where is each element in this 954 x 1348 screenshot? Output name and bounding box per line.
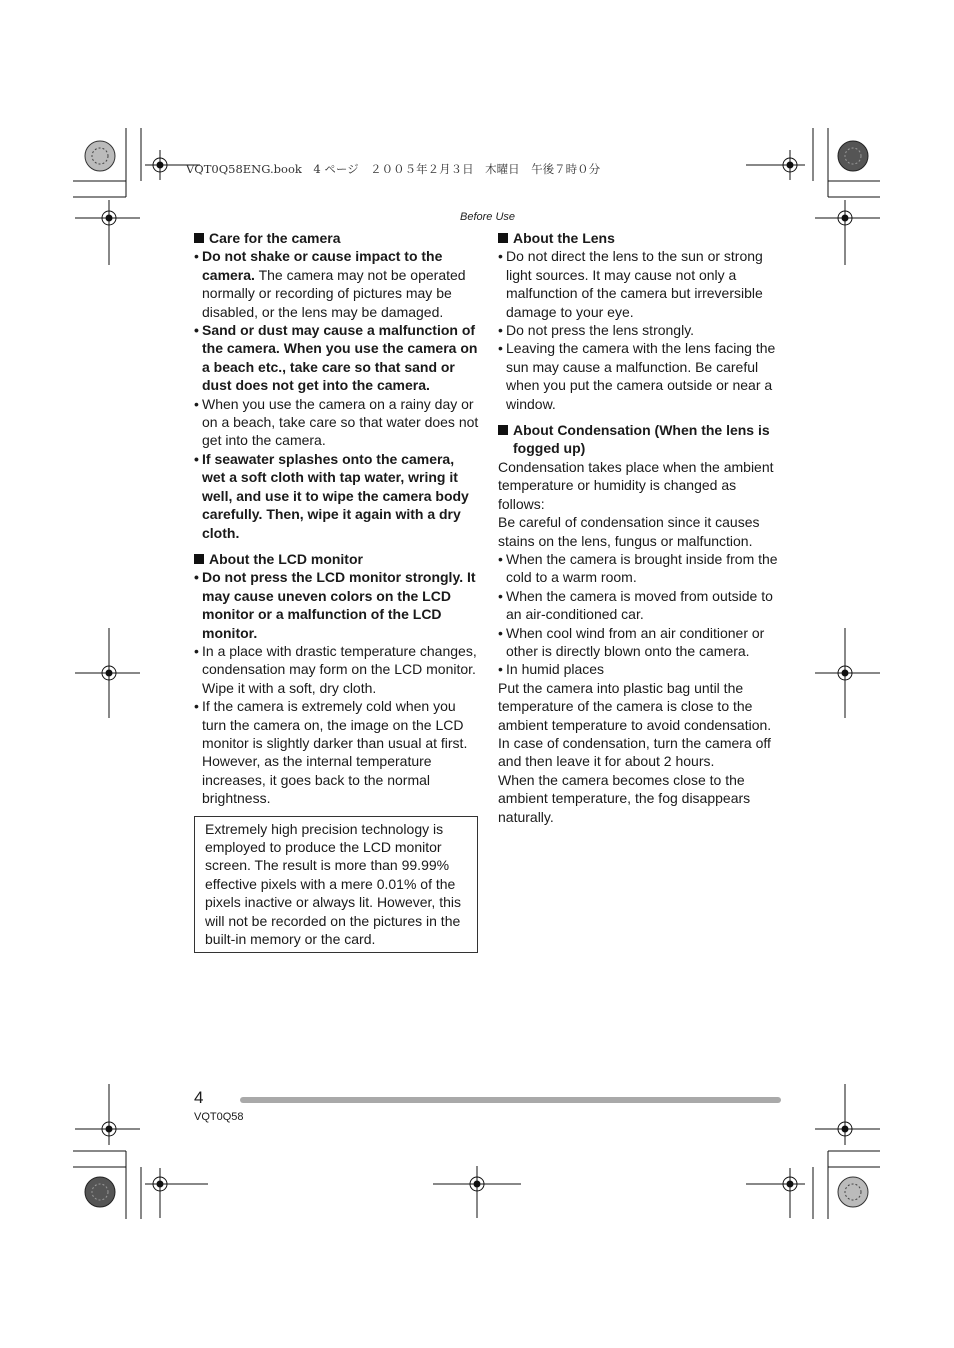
- list-item: • When the camera is brought inside from the cold to a warm room.: [498, 550, 780, 587]
- condensation-list: [498, 550, 780, 679]
- list-item: • If seawater splashes onto the camera, wet a soft cloth with tap water, wring it well, and use it to wipe the camera body carefully. Then, wipe it again with a dry cloth.: [194, 450, 479, 542]
- care-list: [194, 247, 479, 542]
- condensation-intro: Condensation takes place when the ambient temperature or humidity is changed as follows:: [498, 458, 774, 512]
- section-title-lens: About the Lens: [498, 229, 780, 247]
- right-column: [498, 229, 780, 826]
- list-item: • Do not shake or cause impact to the camera. The camera may not be operated normally or recording of pictures may be disabled, or the lens may be damaged.: [194, 247, 479, 321]
- section-title-condensation: About Condensation (When the lens is fogged up): [498, 421, 780, 458]
- list-item: • Sand or dust may cause a malfunction of the camera. When you use the camera on a beach etc., take care so that sand or dust does not get into the camera.: [194, 321, 479, 395]
- running-head: Before Use: [460, 211, 516, 223]
- list-item: • When cool wind from an air conditioner or other is directly blown onto the camera.: [498, 624, 780, 661]
- model-code: VQT0Q58: [194, 1111, 244, 1123]
- print-header: VQT0Q58ENG.book 4 ページ ２００５年２月３日 木曜日 午後７時０分: [186, 162, 601, 176]
- list-item: • Leaving the camera with the lens facing the sun may cause a malfunction. Be careful when you put the camera outside or near a window.: [498, 339, 780, 413]
- lcd-list: [194, 568, 479, 807]
- section-title-care: Care for the camera: [194, 229, 479, 247]
- left-column: [194, 229, 479, 953]
- lens-list: [498, 247, 780, 413]
- condensation-caution: Be careful of condensation since it causes stains on the lens, fungus or malfunction.: [498, 514, 760, 549]
- square-bullet-icon: [194, 233, 204, 243]
- condensation-result: When the camera becomes close to the ambient temperature, the fog disappears naturally.: [498, 771, 751, 825]
- list-item: • When you use the camera on a rainy day or on a beach, take care so that water does not get into the camera.: [194, 395, 479, 450]
- footer-rule: [240, 1097, 781, 1103]
- list-item: • When the camera is moved from outside to an air-conditioned car.: [498, 587, 780, 624]
- list-item: • Do not press the LCD monitor strongly. It may cause uneven colors on the LCD monitor or a malfunction of the LCD monitor.: [194, 568, 479, 642]
- square-bullet-icon: [498, 233, 508, 243]
- list-item: • Do not press the lens strongly.: [498, 321, 780, 339]
- list-item: • In a place with drastic temperature changes, condensation may form on the LCD monitor. Wipe it with a soft, dry cloth.: [194, 642, 479, 697]
- list-item: • If the camera is extremely cold when you turn the camera on, the image on the LCD monitor is slightly darker than usual at first. However, as the internal temperature increases, it goes back to the normal brightness.: [194, 697, 479, 807]
- lcd-notice-box: Extremely high precision technology is employed to produce the LCD monitor screen. The result is more than 99.99% effective pixels with a mere 0.01% of the pixels inactive or always lit. However, this will not be recorded on the pictures in the built-in memory or the card.: [194, 816, 478, 954]
- page-number: 4: [194, 1088, 204, 1107]
- condensation-remedy: Put the camera into plastic bag until the temperature of the camera is close to the ambient temperature to avoid condensation. In case of condensation, turn the camera off and then leave it for about 2 hours.: [498, 679, 772, 770]
- list-item: • In humid places: [498, 660, 780, 678]
- section-title-lcd: About the LCD monitor: [194, 550, 479, 568]
- list-item: • Do not direct the lens to the sun or strong light sources. It may cause not only a malfunction of the camera but irreversible damage to your eye.: [498, 247, 780, 321]
- square-bullet-icon: [194, 554, 204, 564]
- square-bullet-icon: [498, 425, 508, 435]
